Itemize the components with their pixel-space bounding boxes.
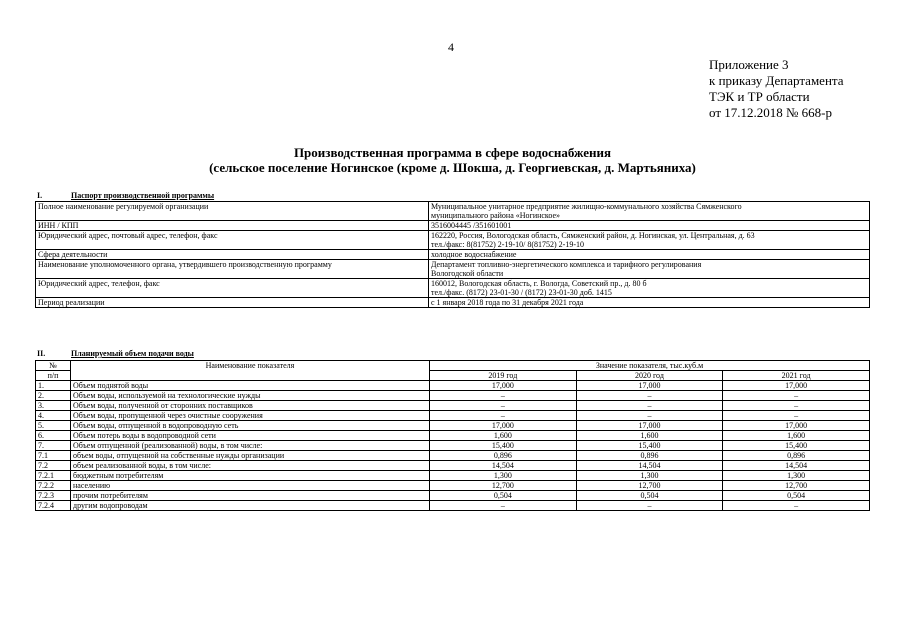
- page-number: 4: [448, 40, 454, 54]
- indicator-name: объем воды, отпущенной на собственные нужды организации: [71, 451, 430, 461]
- indicator-value: –: [723, 401, 870, 411]
- indicator-name: населению: [71, 481, 430, 491]
- appendix-block: [709, 57, 844, 121]
- row-number: 7.2.4: [36, 501, 71, 511]
- indicator-value: –: [576, 411, 723, 421]
- indicator-value: 0,504: [723, 491, 870, 501]
- appendix-line: Приложение 3: [709, 57, 789, 72]
- document-subtitle: (сельское поселение Ногинское (кроме д. Шокша, д. Георгиевская, д. Мартьяниха): [209, 160, 696, 175]
- indicator-value: 0,896: [723, 451, 870, 461]
- table-row: [36, 381, 870, 391]
- row-number: 1.: [36, 381, 71, 391]
- indicator-name: Объем воды, пропущенной через очистные сооружения: [71, 411, 430, 421]
- indicator-value: –: [430, 411, 577, 421]
- indicator-value: 0,504: [576, 491, 723, 501]
- indicator-value: 17,000: [723, 421, 870, 431]
- header-year-2020: 2020 год: [576, 371, 723, 381]
- passport-value: [429, 298, 870, 308]
- table-row: [36, 461, 870, 471]
- table-row: [36, 501, 870, 511]
- indicator-value: 17,000: [430, 381, 577, 391]
- passport-row: [36, 260, 870, 279]
- passport-value-line: муниципального района «Ногинское»: [431, 211, 561, 220]
- row-number: 7.: [36, 441, 71, 451]
- row-number: 7.1: [36, 451, 71, 461]
- indicator-name: Объем потерь воды в водопроводной сети: [71, 431, 430, 441]
- indicator-value: 1,600: [430, 431, 577, 441]
- passport-value-line: Вологодской области: [431, 269, 504, 278]
- table-row: [36, 451, 870, 461]
- passport-value-line: 162220, Россия, Вологодская область, Сямженский район, д. Ногинская, ул. Центральная, д. 63: [431, 231, 755, 240]
- section-2-title: Планируемый объем подачи воды: [71, 349, 194, 358]
- row-number: 7.2.3: [36, 491, 71, 501]
- indicator-value: 1,300: [430, 471, 577, 481]
- row-number: 6.: [36, 431, 71, 441]
- indicator-value: –: [576, 501, 723, 511]
- indicator-value: 15,400: [576, 441, 723, 451]
- header-year-2021: 2021 год: [723, 371, 870, 381]
- indicator-value: –: [723, 501, 870, 511]
- section-1-title: Паспорт производственной программы: [71, 191, 215, 200]
- passport-value-line: Департамент топливно-энергетического комплекса и тарифного регулирования: [431, 260, 702, 269]
- passport-label: Наименование уполномоченного органа, утвердившего производственную программу: [36, 260, 429, 279]
- passport-label: Юридический адрес, почтовый адрес, телефон, факс: [36, 231, 429, 250]
- indicator-name: объем реализованной воды, в том числе:: [71, 461, 430, 471]
- header-value-group: Значение показателя, тыс.куб.м: [430, 361, 870, 371]
- passport-row: [36, 202, 870, 221]
- table-row: [36, 481, 870, 491]
- passport-row: [36, 298, 870, 308]
- passport-row: [36, 221, 870, 231]
- passport-value-line: Муниципальное унитарное предприятие жилищно-коммунального хозяйства Сямженского: [431, 202, 742, 211]
- indicator-value: 15,400: [723, 441, 870, 451]
- indicator-value: 12,700: [430, 481, 577, 491]
- indicator-name: Объем воды, отпущенной в водопроводную сеть: [71, 421, 430, 431]
- passport-value: [429, 202, 870, 221]
- passport-value-line: тел./факс. (8172) 23-01-30 / (8172) 23-01-30 доб. 1415: [431, 288, 612, 297]
- indicator-value: 1,300: [723, 471, 870, 481]
- header-indicator-name: Наименование показателя: [71, 361, 430, 381]
- indicator-value: 0,896: [430, 451, 577, 461]
- indicator-value: –: [430, 391, 577, 401]
- row-number: 7.2.2: [36, 481, 71, 491]
- passport-value: [429, 279, 870, 298]
- indicator-value: –: [576, 401, 723, 411]
- table-row: [36, 391, 870, 401]
- indicator-value: 17,000: [723, 381, 870, 391]
- header-number-sub: п/п: [36, 371, 71, 381]
- passport-label: Юридический адрес, телефон, факс: [36, 279, 429, 298]
- passport-label: Сфера деятельности: [36, 250, 429, 260]
- table-row: [36, 471, 870, 481]
- row-number: 7.2: [36, 461, 71, 471]
- indicator-value: –: [430, 501, 577, 511]
- indicator-name: Объем воды, полученной от сторонних поставщиков: [71, 401, 430, 411]
- indicator-value: 17,000: [576, 421, 723, 431]
- indicator-value: 1,600: [723, 431, 870, 441]
- indicator-name: другим водопроводам: [71, 501, 430, 511]
- row-number: 7.2.1: [36, 471, 71, 481]
- row-number: 2.: [36, 391, 71, 401]
- table-row: [36, 411, 870, 421]
- indicator-value: 12,700: [723, 481, 870, 491]
- passport-value-line: тел./факс: 8(81752) 2-19-10/ 8(81752) 2-19-10: [431, 240, 584, 249]
- table-row: [36, 421, 870, 431]
- table-row: [36, 491, 870, 501]
- row-number: 3.: [36, 401, 71, 411]
- passport-label: Период реализации: [36, 298, 429, 308]
- indicator-value: –: [430, 401, 577, 411]
- passport-row: [36, 250, 870, 260]
- indicator-value: –: [723, 411, 870, 421]
- indicator-value: 1,300: [576, 471, 723, 481]
- passport-value-line: 3516004445 /351601001: [431, 221, 512, 230]
- water-volume-table: [35, 360, 870, 511]
- indicator-value: 17,000: [576, 381, 723, 391]
- indicator-value: 12,700: [576, 481, 723, 491]
- section-1-number: I.: [37, 191, 43, 200]
- indicator-name: Объем воды, используемой на технологические нужды: [71, 391, 430, 401]
- passport-label: ИНН / КПП: [36, 221, 429, 231]
- section-2-heading: [37, 349, 194, 358]
- indicator-value: 14,504: [723, 461, 870, 471]
- header-number: №: [36, 361, 71, 371]
- indicator-value: 15,400: [430, 441, 577, 451]
- passport-value-line: 160012, Вологодская область, г. Вологда, Советский пр., д. 80 б: [431, 279, 647, 288]
- indicator-name: бюджетным потребителям: [71, 471, 430, 481]
- indicator-value: 14,504: [430, 461, 577, 471]
- table-row: [36, 401, 870, 411]
- table-header-row: [36, 361, 870, 371]
- indicator-name: прочим потребителям: [71, 491, 430, 501]
- row-number: 5.: [36, 421, 71, 431]
- section-2-number: II.: [37, 349, 46, 358]
- passport-row: [36, 231, 870, 250]
- row-number: 4.: [36, 411, 71, 421]
- appendix-line: к приказу Департамента: [709, 73, 844, 88]
- appendix-line: ТЭК и ТР области: [709, 89, 810, 104]
- header-year-2019: 2019 год: [430, 371, 577, 381]
- indicator-value: 1,600: [576, 431, 723, 441]
- passport-value: [429, 260, 870, 279]
- indicator-value: –: [723, 391, 870, 401]
- passport-label: Полное наименование регулируемой организации: [36, 202, 429, 221]
- passport-table: [35, 201, 870, 308]
- indicator-value: 14,504: [576, 461, 723, 471]
- passport-value: [429, 221, 870, 231]
- indicator-value: 17,000: [430, 421, 577, 431]
- passport-row: [36, 279, 870, 298]
- table-row: [36, 441, 870, 451]
- document-title: Производственная программа в сфере водоснабжения: [293, 145, 612, 160]
- passport-value: [429, 231, 870, 250]
- appendix-line: от 17.12.2018 № 668-р: [709, 105, 832, 120]
- indicator-value: 0,504: [430, 491, 577, 501]
- indicator-value: 0,896: [576, 451, 723, 461]
- table-row: [36, 431, 870, 441]
- passport-value-line: с 1 января 2018 года по 31 декабря 2021 года: [431, 298, 584, 307]
- indicator-name: Объем отпущенной (реализованной) воды, в том числе:: [71, 441, 430, 451]
- indicator-name: Объем поднятой воды: [71, 381, 430, 391]
- indicator-value: –: [576, 391, 723, 401]
- passport-value: [429, 250, 870, 260]
- passport-value-line: холодное водоснабжение: [431, 250, 517, 259]
- section-1-heading: [37, 191, 214, 200]
